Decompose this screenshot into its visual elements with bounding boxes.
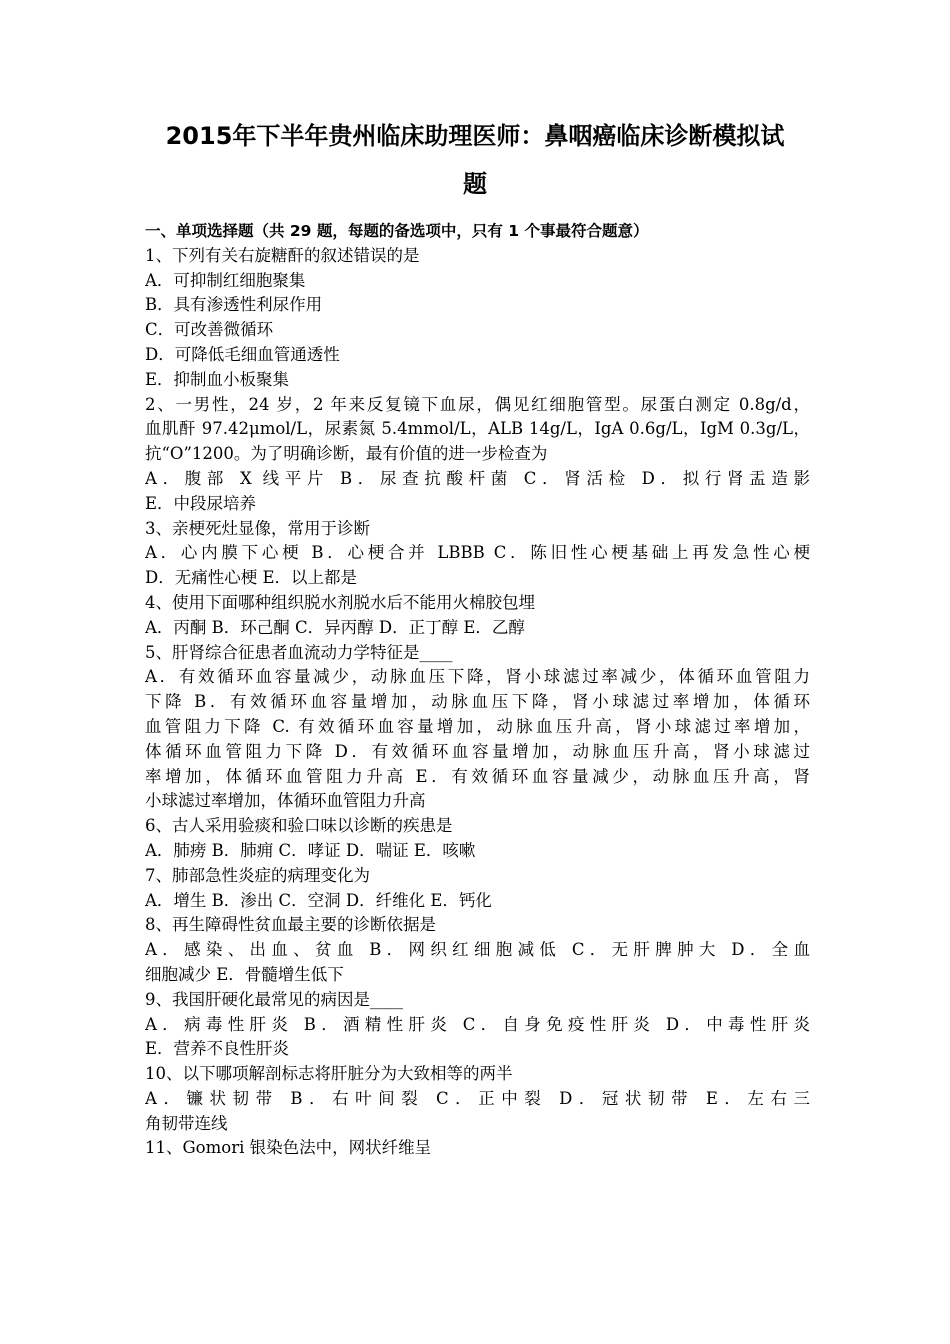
text-line: 小球滤过率增加，体循环血管阻力升高	[145, 791, 426, 811]
text-line: E．营养不良性肝炎	[145, 1039, 290, 1059]
text-line: 角韧带连线	[145, 1113, 228, 1133]
text-line: E．抑制血小板聚集	[145, 369, 290, 389]
text-line: A．肺痨 B．肺痈 C．哮证 D．喘证 E．咳嗽	[145, 840, 476, 860]
text-line: 1、下列有关右旋糖酐的叙述错误的是	[145, 245, 420, 265]
text-line: 6、古人采用验痰和验口味以诊断的疾患是	[145, 816, 453, 836]
text-line: D．无痛性心梗 E．以上都是	[145, 568, 358, 588]
text-line: 率增加，体循环血管阻力升高 E．有效循环血容量减少，动脉血压升高，肾	[145, 766, 810, 786]
text-line: 10、以下哪项解剖标志将肝脏分为大致相等的两半	[145, 1064, 513, 1084]
text-line: 7、肺部急性炎症的病理变化为	[145, 865, 370, 885]
text-line: A．可抑制红细胞聚集	[145, 270, 306, 290]
text-line: D．可降低毛细血管通透性	[145, 344, 340, 364]
text-line: A．丙酮 B．环己酮 C．异丙醇 D．正丁醇 E．乙醇	[145, 617, 525, 637]
question-lines	[145, 244, 810, 1161]
text-line: 3、亲梗死灶显像，常用于诊断	[145, 518, 370, 538]
text-line: 2、一男性，24 岁，2 年来反复镜下血尿，偶见红细胞管型。尿蛋白测定 0.8g/d，	[145, 394, 810, 414]
title-line-1: 2015年下半年贵州临床助理医师：鼻咽癌临床诊断模拟试	[165, 122, 785, 150]
text-line: A．病毒性肝炎 B．酒精性肝炎 C．自身免疫性肝炎 D．中毒性肝炎	[145, 1014, 810, 1034]
text-line: 4、使用下面哪种组织脱水剂脱水后不能用火棉胶包埋	[145, 592, 535, 612]
text-line: A．镰状韧带 B．右叶间裂 C．正中裂 D．冠状韧带 E．左右三	[145, 1088, 810, 1108]
text-line: 血肌酐 97.42μmol/L，尿素氮 5.4mmol/L，ALB 14g/L，IgA 0.6g/L，IgM 0.3g/L，	[145, 419, 810, 439]
document-body	[145, 219, 810, 1161]
text-line: 下降 B．有效循环血容量增加，动脉血压下降，肾小球滤过率增加，体循环	[145, 692, 810, 712]
title-line-2: 题	[463, 170, 487, 198]
text-line: A．心内膜下心梗 B．心梗合并 LBBB C．陈旧性心梗基础上再发急性心梗	[145, 543, 810, 563]
text-line: C．可改善微循环	[145, 320, 274, 340]
text-line: 11、Gomori 银染色法中，网状纤维呈	[145, 1138, 432, 1158]
text-line: B．具有渗透性利尿作用	[145, 295, 323, 315]
text-line: A．感染、出血、贫血 B．网织红细胞减低 C．无肝脾肿大 D．全血	[145, 940, 810, 960]
text-line: 5、肝肾综合征患者血流动力学特征是____	[145, 642, 453, 662]
section-heading: 一、单项选择题（共 29 题，每题的备选项中，只有 1 个事最符合题意）	[145, 222, 649, 240]
text-line: 抗“O”1200。为了明确诊断，最有价值的进一步检查为	[145, 444, 548, 464]
text-line: E．中段尿培养	[145, 493, 257, 513]
text-line: A．有效循环血容量减少，动脉血压下降，肾小球滤过率减少，体循环血管阻力	[145, 667, 810, 687]
text-line: 细胞减少 E．骨髓增生低下	[145, 964, 344, 984]
text-line: 体循环血管阻力下降 D．有效循环血容量增加，动脉血压升高，肾小球滤过	[145, 741, 810, 761]
text-line: A．增生 B．渗出 C．空洞 D．纤维化 E．钙化	[145, 890, 492, 910]
text-line: 8、再生障碍性贫血最主要的诊断依据是	[145, 915, 436, 935]
text-line: 9、我国肝硬化最常见的病因是____	[145, 989, 403, 1009]
text-line: 血管阻力下降 C. 有效循环血容量增加，动脉血压升高，肾小球滤过率增加，	[145, 716, 810, 736]
document-title	[120, 112, 830, 208]
text-line: A．腹部 X 线平片 B．尿查抗酸杆菌 C．肾活检 D．拟行肾盂造影	[145, 468, 810, 488]
